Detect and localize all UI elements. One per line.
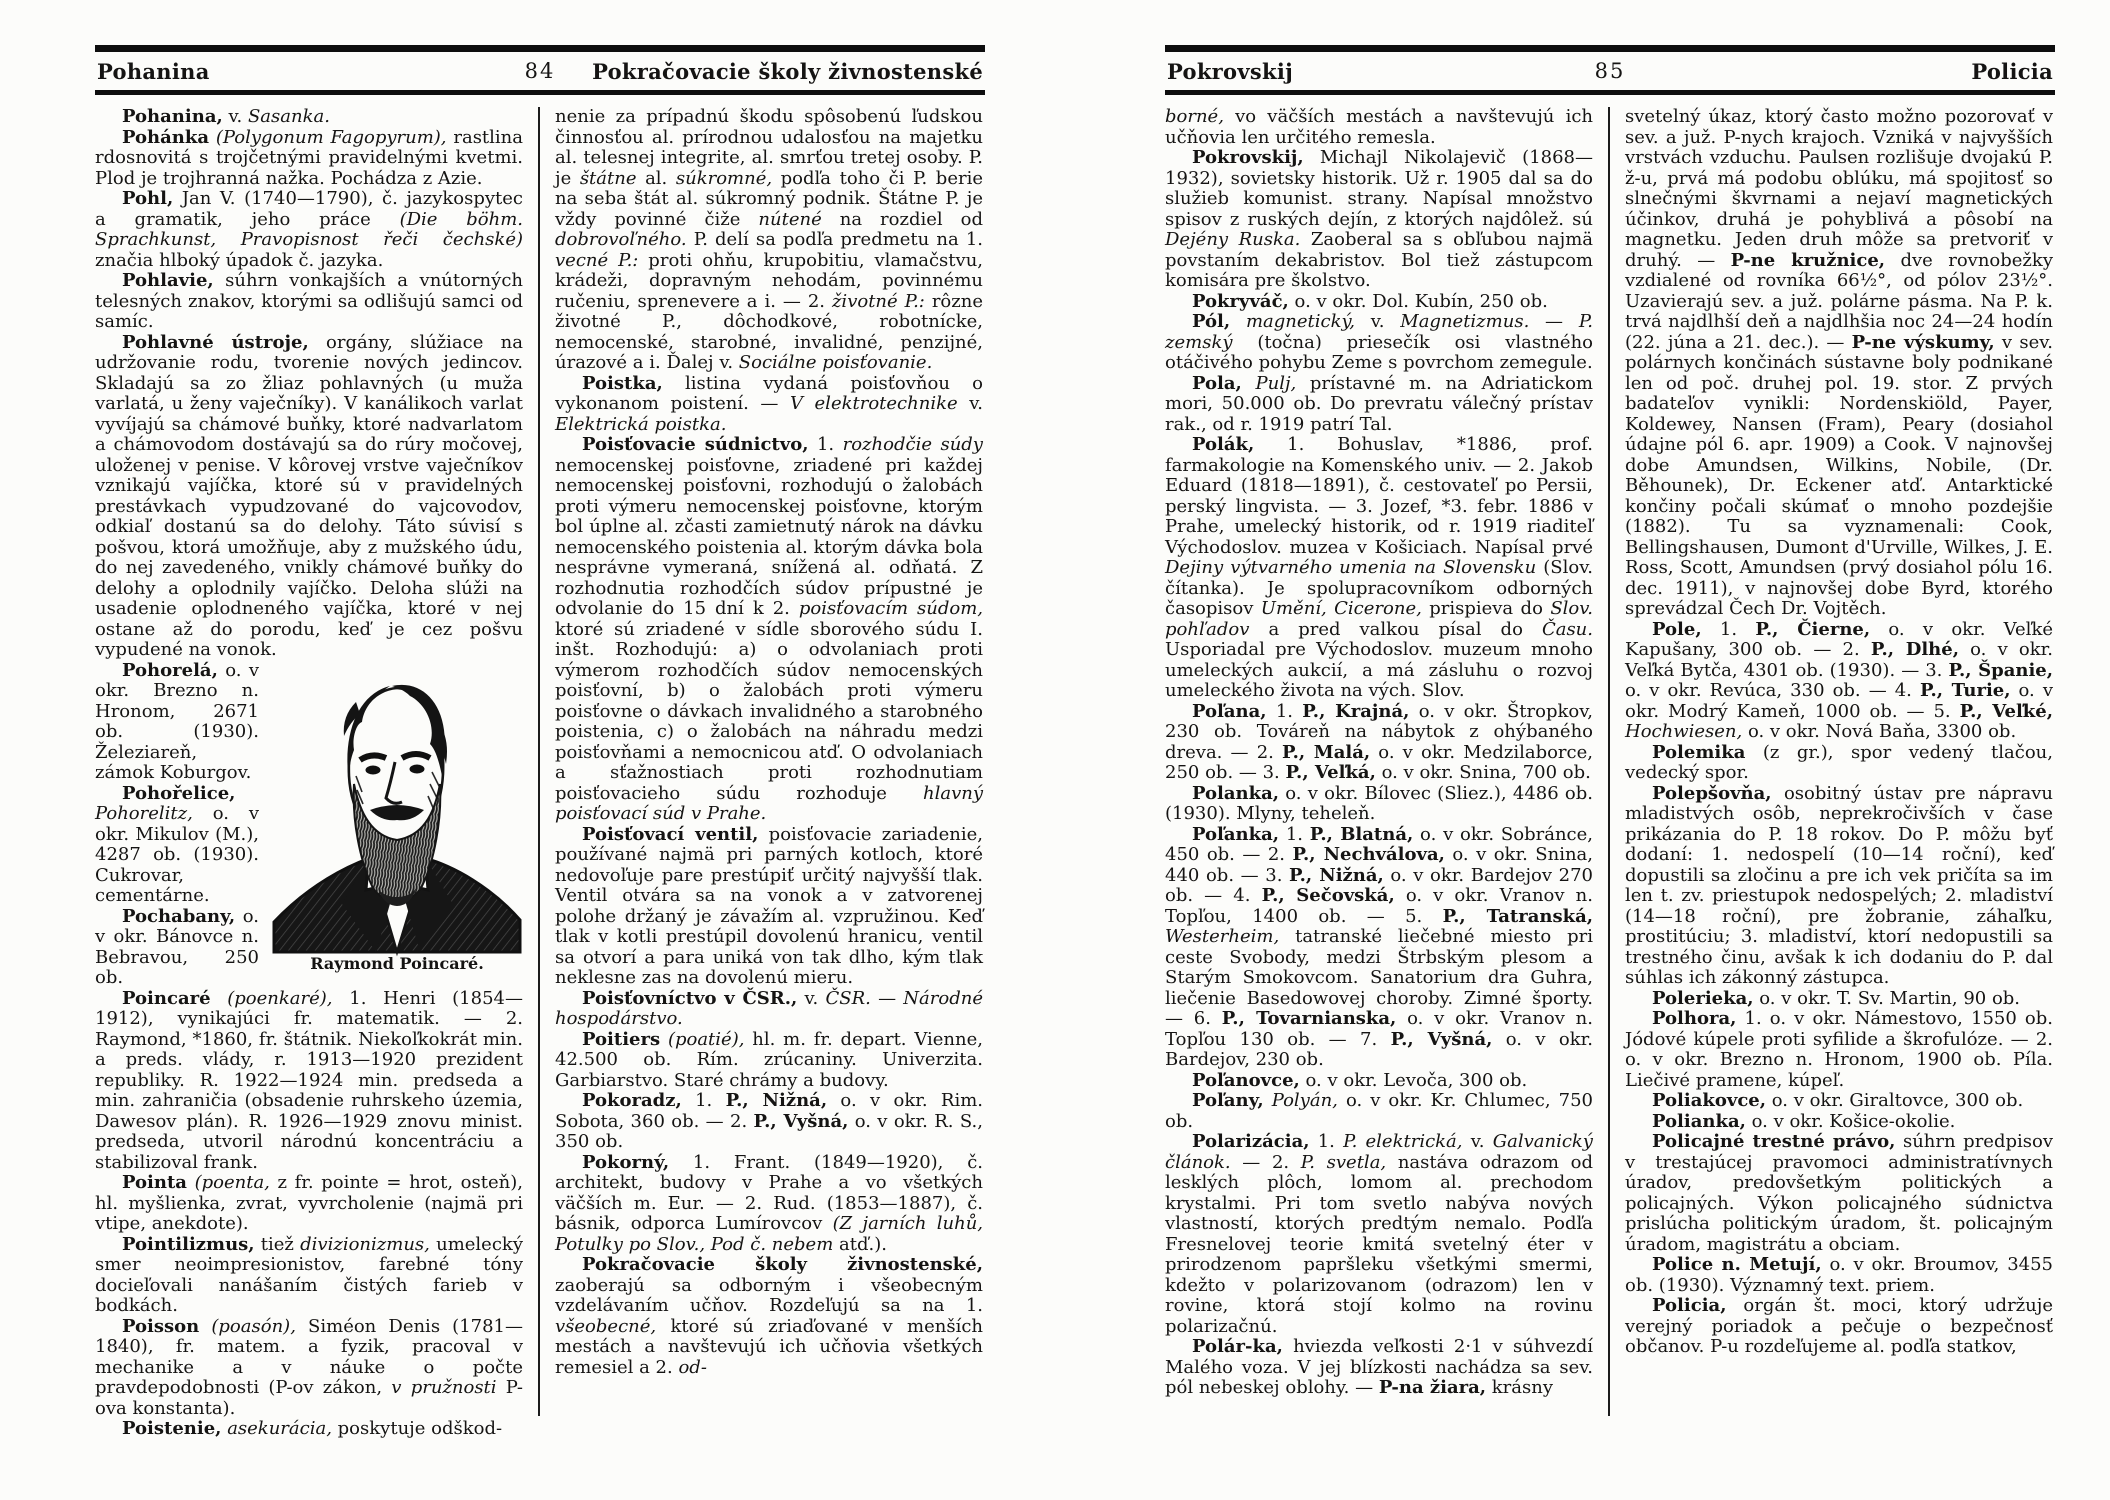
dictionary-entry: Pola, Pulj, prístavné m. na Adriatickom mori, 50.000 ob. Do prevratu válečný prístav rak., od r. 1919 patrí Tal.: [1165, 372, 1593, 435]
dictionary-entry: Polanka, o. v okr. Bílovec (Sliez.), 4486 ob. (1930). Mlyny, teheleň.: [1165, 782, 1593, 824]
dictionary-entry: Pohlavné ústroje, orgány, slúžiace na udržovanie rodu, tvorenie nových jedincov. Skladajú sa zo žliaz pohlavných (u muža varlatá, u ženy vaječníky). V kanálikoch varlat vyvíjajú sa chámové buňky, ktoré nadvarlatom a chámovodom dostávajú sa do rúry močovej, uloženej v penise. V kôrovej vrstve vaječníkov vznikajú vajíčka, ktoré sú v pravidelných prestávkach vypudzované do vajcovodov, odkiaľ dostanú sa do delohy. Táto súvisí s pošvou, ktorá umožňuje, aby z mužského údu, do nej zavedeného, vnikly chámové buňky do delohy a oplodnily vajíčko. Deloha slúži na usadenie oplodneného vajíčka, ktoré v nej ostane až do porodu, keď je cez pošvu vypudené na vonok.: [95, 331, 523, 660]
dictionary-entry: Poisson (poasón), Siméon Denis (1781—1840), fr. matem. a fyzik, pracoval v mechanike a v náuke o počte pravdepodobnosti (P-ov zákon, v pružnosti P-ova konstanta).: [95, 1315, 523, 1419]
poincare-portrait-figure: [271, 664, 523, 974]
dictionary-entry: Pokorný, 1. Frant. (1849—1920), č. architekt, budovy v Prahe a vo všetkých väčších m. Eur. — 2. Rud. (1853—1887), č. básnik, odporca Lumírovcov (Z jarních luhů, Potulky po Slov., Pod č. nebem atď.).: [555, 1151, 984, 1255]
dictionary-entry: Pokrovskij, Michajl Nikolajevič (1868—1932), sovietsky historik. Už r. 1905 dal sa do služieb komunist. strany. Napísal množstvo spisov z ruských dejín, z ktorých najdôlež. sú Dejény Ruska. Zaoberal sa s obľubou najmä povstaním dekabristov. Bol tiež zástupcom komisára pre školstvo.: [1165, 147, 1593, 291]
text-column-4: [1608, 107, 2053, 1416]
dictionary-entry: Poincaré (poenkaré), 1. Henri (1854—1912), vynikajúci fr. matematik. — 2. Raymond, *1860, fr. štátnik. Niekoľkokrát min. a preds. vlády, r. 1913—1920 prezident republiky. R. 1922—1924 min. predseda a min. zahraničia (obsadenie ruhrskeho územia, Dawesov plán). R. 1926—1929 znovu minist. predseda, utvoril národnú koncentráciu a stabilizoval frank.: [95, 987, 523, 1173]
dictionary-entry: Polarizácia, 1. P. elektrická, v. Galvanický článok. — 2. P. svetla, nastáva odrazom od lesklých plôch, lomom al. prechodom krystalmi. Pri tom svetlo nabýva nových vlastností, ktorých predtým nemalo. Podľa Fresnelovej teorie kmitá svetelný éter v prirodzenom papršleku všetkými smermi, kdežto v polarizovanom (odrazom) len v rovine, ktorá stojí kolmo na rovinu polarizačnú.: [1165, 1131, 1593, 1337]
page-header-left: [95, 45, 985, 95]
dictionary-entry: Pokryváč, o. v okr. Dol. Kubín, 250 ob.: [1192, 290, 1548, 312]
dictionary-entry: Policia, orgán št. moci, ktorý udržuje verejný poriadok a pečuje o bezpečnosť občanov. P-u rozdeľujeme al. podľa statkov,: [1625, 1295, 2053, 1357]
dictionary-entry: Poisťovacie súdnictvo, 1. rozhodčie súdy nemocenskej poisťovne, zriadené pri každej nemocenskej poisťovni, rozhodujú o žalobách proti výmeru nemocenskej poisťovne, ktorým bol úplne al. zčasti zamietnutý nárok na dávku nemocenského poistenia al. ktorým dávka bola nesprávne vymeraná, snížená al. odňatá. Z rozhodnutia rozhodčích súdov prípustné je odvolanie do 15 dní k 2. poisťovacím súdom, ktoré sú zriadené v sídle sborového súdu I. inšt. Rozhodujú: a) o odvolaniach proti výmerom rozhodčích súdov nemocenských poisťovní, b) o žalobách proti výmeru poisťovne o dávkach invalidného a starobného poistenia, c) o žalobách na náhradu medzi poisťovňami a nemocnicou atď. O odvolaniach a sťažnostiach proti rozhodnutiam poisťovacieho súdu rozhoduje hlavný poisťovací súd v Prahe.: [555, 434, 983, 824]
running-head-left: Pokrovskij: [1167, 59, 1294, 84]
page-header-right: [1165, 45, 2055, 95]
dictionary-entry: Polhora, 1. o. v okr. Námestovo, 1550 ob. Jódové kúpele proti syfilide a škrofulóze. — 2. o. v okr. Brezno n. Hronom, 1900 ob. Píla. Liečivé pramene, kúpeľ.: [1625, 1008, 2053, 1091]
text-column-3: [1165, 107, 1593, 1416]
dictionary-entry: Poľanovce, o. v okr. Levoča, 300 ob.: [1192, 1069, 1528, 1091]
page-body-left: [95, 106, 985, 1439]
dictionary-entry: Pokoradz, 1. P., Nižná, o. v okr. Rim. Sobota, 360 ob. — 2. P., Vyšná, o. v okr. R. S., 350 ob.: [555, 1090, 983, 1152]
running-head-right: Policia: [1971, 59, 2053, 84]
dictionary-entry: Pohanina, v. Sasanka.: [122, 106, 330, 127]
dictionary-entry: Pohl, Jan V. (1740—1790), č. jazykospytec a gramatik, jeho práce (Die böhm. Sprachkunst, Pravopisnost řeči čechské) značia hlboký úpadok č. jazyka.: [95, 188, 524, 271]
dictionary-entry: Poitiers (poatié), hl. m. fr. depart. Vienne, 42.500 ob. Rím. zrúcaniny. Univerzita. Garbiarstvo. Staré chrámy a budovy.: [555, 1028, 983, 1091]
dictionary-entry: Pointa (poenta, z fr. pointe = hrot, osteň), hl. myšlienka, zvrat, vyvrcholenie (najmä pri vtipe, anekdote).: [95, 1172, 523, 1234]
dictionary-entry: Pohořelice, Pohorelitz, o. v okr. Mikulov (M.), 4287 ob. (1930). Cukrovar, cementárne.: [95, 782, 259, 906]
figure-caption: Raymond Poincaré.: [310, 953, 484, 973]
dictionary-entry: Polár-ka, hviezda veľkosti 2·1 v súhvezdí Malého voza. V jej blízkosti nachádza sa sev. pól nebeskej oblohy. — P-na žiara, krásny: [1165, 1336, 1593, 1398]
portrait-engraving-illustration: [271, 664, 523, 952]
dictionary-entry: Policajné trestné právo, súhrn predpisov v trestajúcej pravomoci administratívnych úradov, predovšetkým politických a policajných. Výkon policajného súdnictva prislúcha politickým úradom, št. policajným úradom, magistrátu a obciam.: [1625, 1131, 2053, 1255]
dictionary-entry: Polemika (z gr.), spor vedený tlačou, vedecký spor.: [1625, 741, 2053, 783]
dictionary-entry: Pole, 1. P., Čierne, o. v okr. Veľké Kapušany, 300 ob. — 2. P., Dlhé, o. v okr. Veľká Bytča, 4301 ob. (1930). — 3. P., Španie, o. v okr. Revúca, 330 ob. — 4. P., Turie, o. v okr. Modrý Kameň, 1000 ob. — 5. P., Veľké, Hochwiesen, o. v okr. Nová Baňa, 3300 ob.: [1625, 618, 2054, 742]
running-head-left: Pohanina: [97, 59, 210, 84]
dictionary-entry: Police n. Metují, o. v okr. Broumov, 3455 ob. (1930). Významný text. priem.: [1625, 1254, 2053, 1296]
dictionary-entry: Poistenie, asekurácia, poskytuje odškod-: [122, 1418, 503, 1439]
dictionary-entry: Poisťovníctvo v ČSR., v. ČSR. — Národné hospodárstvo.: [555, 987, 983, 1029]
dictionary-entry: Pohlavie, súhrn vonkajších a vnútorných telesných znakov, ktorými sa odlišujú samci od samíc.: [95, 270, 523, 332]
dictionary-entry: borné, vo väčších mestách a navštevujú ich učňovia len určitého remesla.: [1165, 106, 1593, 148]
text-column-1: [95, 106, 524, 1439]
dictionary-entry: Pokračovacie školy živnostenské, zaoberajú sa odborným i všeobecným vzdelávaním učňov. Rozdeľujú sa na 1. všeobecné, ktoré sú zriaďované v menších mestách a navštevujú ich učňovia všetkých remesiel a 2. od-: [555, 1254, 983, 1378]
dictionary-entry: Poľanka, 1. P., Blatná, o. v okr. Sobránce, 450 ob. — 2. P., Nechválova, o. v okr. Snina, 440 ob. — 3. P., Nižná, o. v okr. Bardejov 270 ob. — 4. P., Sečovská, o. v okr. Vranov n. Topľou, 1400 ob. — 5. P., Tatranská, Westerheim, tatranské liečebné miesto pri ceste Svobody, medzi Štrbským plesom a Starým Smokovcom. Sanatorium dra Guhra, liečenie Basedowovej choroby. Zimné športy. — 6. P., Tovarnianska, o. v okr. Vranov n. Topľou 130 ob. — 7. P., Vyšná, o. v okr. Bardejov, 230 ob.: [1165, 823, 1594, 1070]
text-column-2: [538, 107, 983, 1416]
dictionary-entry: Polianka, o. v okr. Košice-okolie.: [1652, 1110, 1956, 1132]
dictionary-entry: Polák, 1. Bohuslav, *1886, prof. farmakologie na Komenského univ. — 2. Jakob Eduard (1818—1891), č. cestovateľ po Persii, perský lingvista. — 3. Jozef, *3. febr. 1886 v Prahe, umelecký historik, od r. 1919 riaditeľ Východoslov. muzea v Košiciach. Napísal prvé Dejiny výtvarného umenia na Slovensku (Slov. čítanka). Je spolupracovníkom odborných časopisov Umění, Cicerone, prispieva do Slov. pohľadov a pred valkou písal do Času. Usporiadal pre Východoslov. muzeum mnoho umeleckých aukcií, a má zásluhu o rozvoj umeleckého života na vých. Slov.: [1165, 434, 1593, 701]
page-number: 84: [524, 59, 556, 83]
dictionary-entry: Poľany, Polyán, o. v okr. Kr. Chlumec, 750 ob.: [1165, 1090, 1593, 1132]
dictionary-entry: Pól, magnetický, v. Magnetizmus. — P. zemský (točna) priesečík osi vlastného otáčivého pohybu Zeme s povrchom zemegule.: [1165, 311, 1593, 373]
dictionary-entry: svetelný úkaz, ktorý často možno pozorovať v sev. a juž. P-nych krajoch. Vzniká v najvyšších vrstvách vzduchu. Paulsen rozlišuje dvojakú P. ž-u, prvá má podobu oblúku, má spojitosť so slnečnými škvrnami a nejaví magnetických účinkov, druhá je pohyblivá a pôsobí na magnetku. Jeden druh môže sa pretvoriť v druhý. — P-ne kružnice, dve rovnobežky vzdialené od rovníka 66½°, od pólov 23½°. Uzavierajú sev. a juž. polárne pásma. Na P. k. trvá najdlhší deň a najdlhšia noc 24—24 hodín (22. júna a 21. dec.). — P-ne výskumy, v sev. polárnych končinách sústavne boly podnikané len od poč. druhej pol. 19. stor. Z prvých badateľov vynikli: Nordenskiöld, Payer, Koldewey, Nansen (Fram), Peary (dosiahol údajne pól 6. apr. 1909) a Cook. V najnovšej dobe Amundsen, Wilkins, Nobile, (Dr. Běhounek), Dr. Eckener atď. Antarktické končiny počali skúmať o mnoho pozdejšie (1882). Tu sa vyznamenali: Cook, Bellingshausen, Dumont d'Urville, Wilkes, J. E. Ross, Scott, Amundsen (prvý dosiahol pólu 16. dec. 1911), v najnovšej dobe Byrd, ktorého sprevádzal Čech Dr. Vojtěch.: [1625, 106, 2053, 619]
dictionary-entry: Pointilizmus, tiež divizionizmus, umelecký smer neoimpresionistov, farebné tóny docieľovali nanášaním čistých farieb v bodkách.: [95, 1233, 523, 1316]
dictionary-entry: Polepšovňa, osobitný ústav pre nápravu mladistvých osôb, neprekročivších v čase prikázania do P. 18 rokov. Do P. môžu byť dodaní: 1. nedospelí (10—14 roční), keď dopustili sa zločinu a pre ich vek pričíta sa im len t. zv. priestupok nedospelých; 2. mladiství (14—18 roční), pre žobranie, záhaľku, prostitúciu; 3. mladiství, ktorí nedopustili sa trestného činu, avšak k ich dodaniu do P. dal súhlas ich zákonný zástupca.: [1625, 782, 2053, 988]
dictionary-entry: Pohánka (Polygonum Fagopyrum), rastlina rdosnovitá s trojčetnými pravidelnými kvetmi. Plod je trojhranná nažka. Pochádza z Azie.: [95, 126, 523, 189]
dictionary-entry: Pohorelá, o. v okr. Brezno n. Hronom, 2671 ob. (1930). Železiareň, zámok Koburgov.: [95, 659, 259, 783]
page-right: [1165, 45, 2055, 1416]
page-body-right: [1165, 107, 2055, 1416]
page-number: 85: [1594, 59, 1626, 83]
running-head-right: Pokračovacie školy živnostenské: [592, 59, 983, 84]
dictionary-entry: nenie za prípadnú škodu spôsobenú ľudskou činnosťou al. prírodnou udalosťou na majetku al. telesnej integrite, al. smrťou tretej osoby. P. je štátne al. súkromné, podľa toho či P. berie na seba štát al. súkromný podnik. Štátne P. je vždy povinné čiže nútené na rozdiel od dobrovoľného. P. delí sa podľa predmetu na 1. vecné P.: proti ohňu, krupobitiu, vlamačstvu, krádeži, dopravným nehodám, povinnému ručeniu, sprenevere a i. — 2. životné P.: rôzne životné P., dôchodkové, robotnícke, nemocenské, starobné, invalidné, penzijné, úrazové a i. Ďalej v. Sociálne poisťovanie.: [555, 106, 984, 373]
dictionary-entry: Poľana, 1. P., Krajná, o. v okr. Štropkov, 230 ob. Továreň na nábytok z ohýbaného dreva. — 2. P., Malá, o. v okr. Medzilaborce, 250 ob. — 3. P., Veľká, o. v okr. Snina, 700 ob.: [1165, 700, 1593, 783]
dictionary-entry: Poliakovce, o. v okr. Giraltovce, 300 ob.: [1652, 1090, 2024, 1111]
dictionary-entry: Pochabany, o. v okr. Bánovce n. Bebravou, 250 ob.: [95, 905, 259, 988]
page-left: [95, 45, 985, 1439]
dictionary-entry: Polerieka, o. v okr. T. Sv. Martin, 90 ob.: [1652, 987, 2021, 1009]
dictionary-entry: Poisťovací ventil, poisťovacie zariadenie, používané najmä pri parných kotloch, ktoré nedovoľuje pare prestúpiť určitý najvyšší tlak. Ventil otvára sa na vonok a v zatvorenej polohe držaný je závažím al. vzpružinou. Keď tlak v kotli prestúpil dovolenú hranicu, ventil sa otvorí a para uniká von tak dlho, kým tlak neklesne zas na dovolenú mieru.: [555, 823, 983, 988]
dictionary-entry: Poistka, listina vydaná poisťovňou o vykonanom poistení. — V elektrotechnike v. Elektrická poistka.: [555, 372, 983, 435]
